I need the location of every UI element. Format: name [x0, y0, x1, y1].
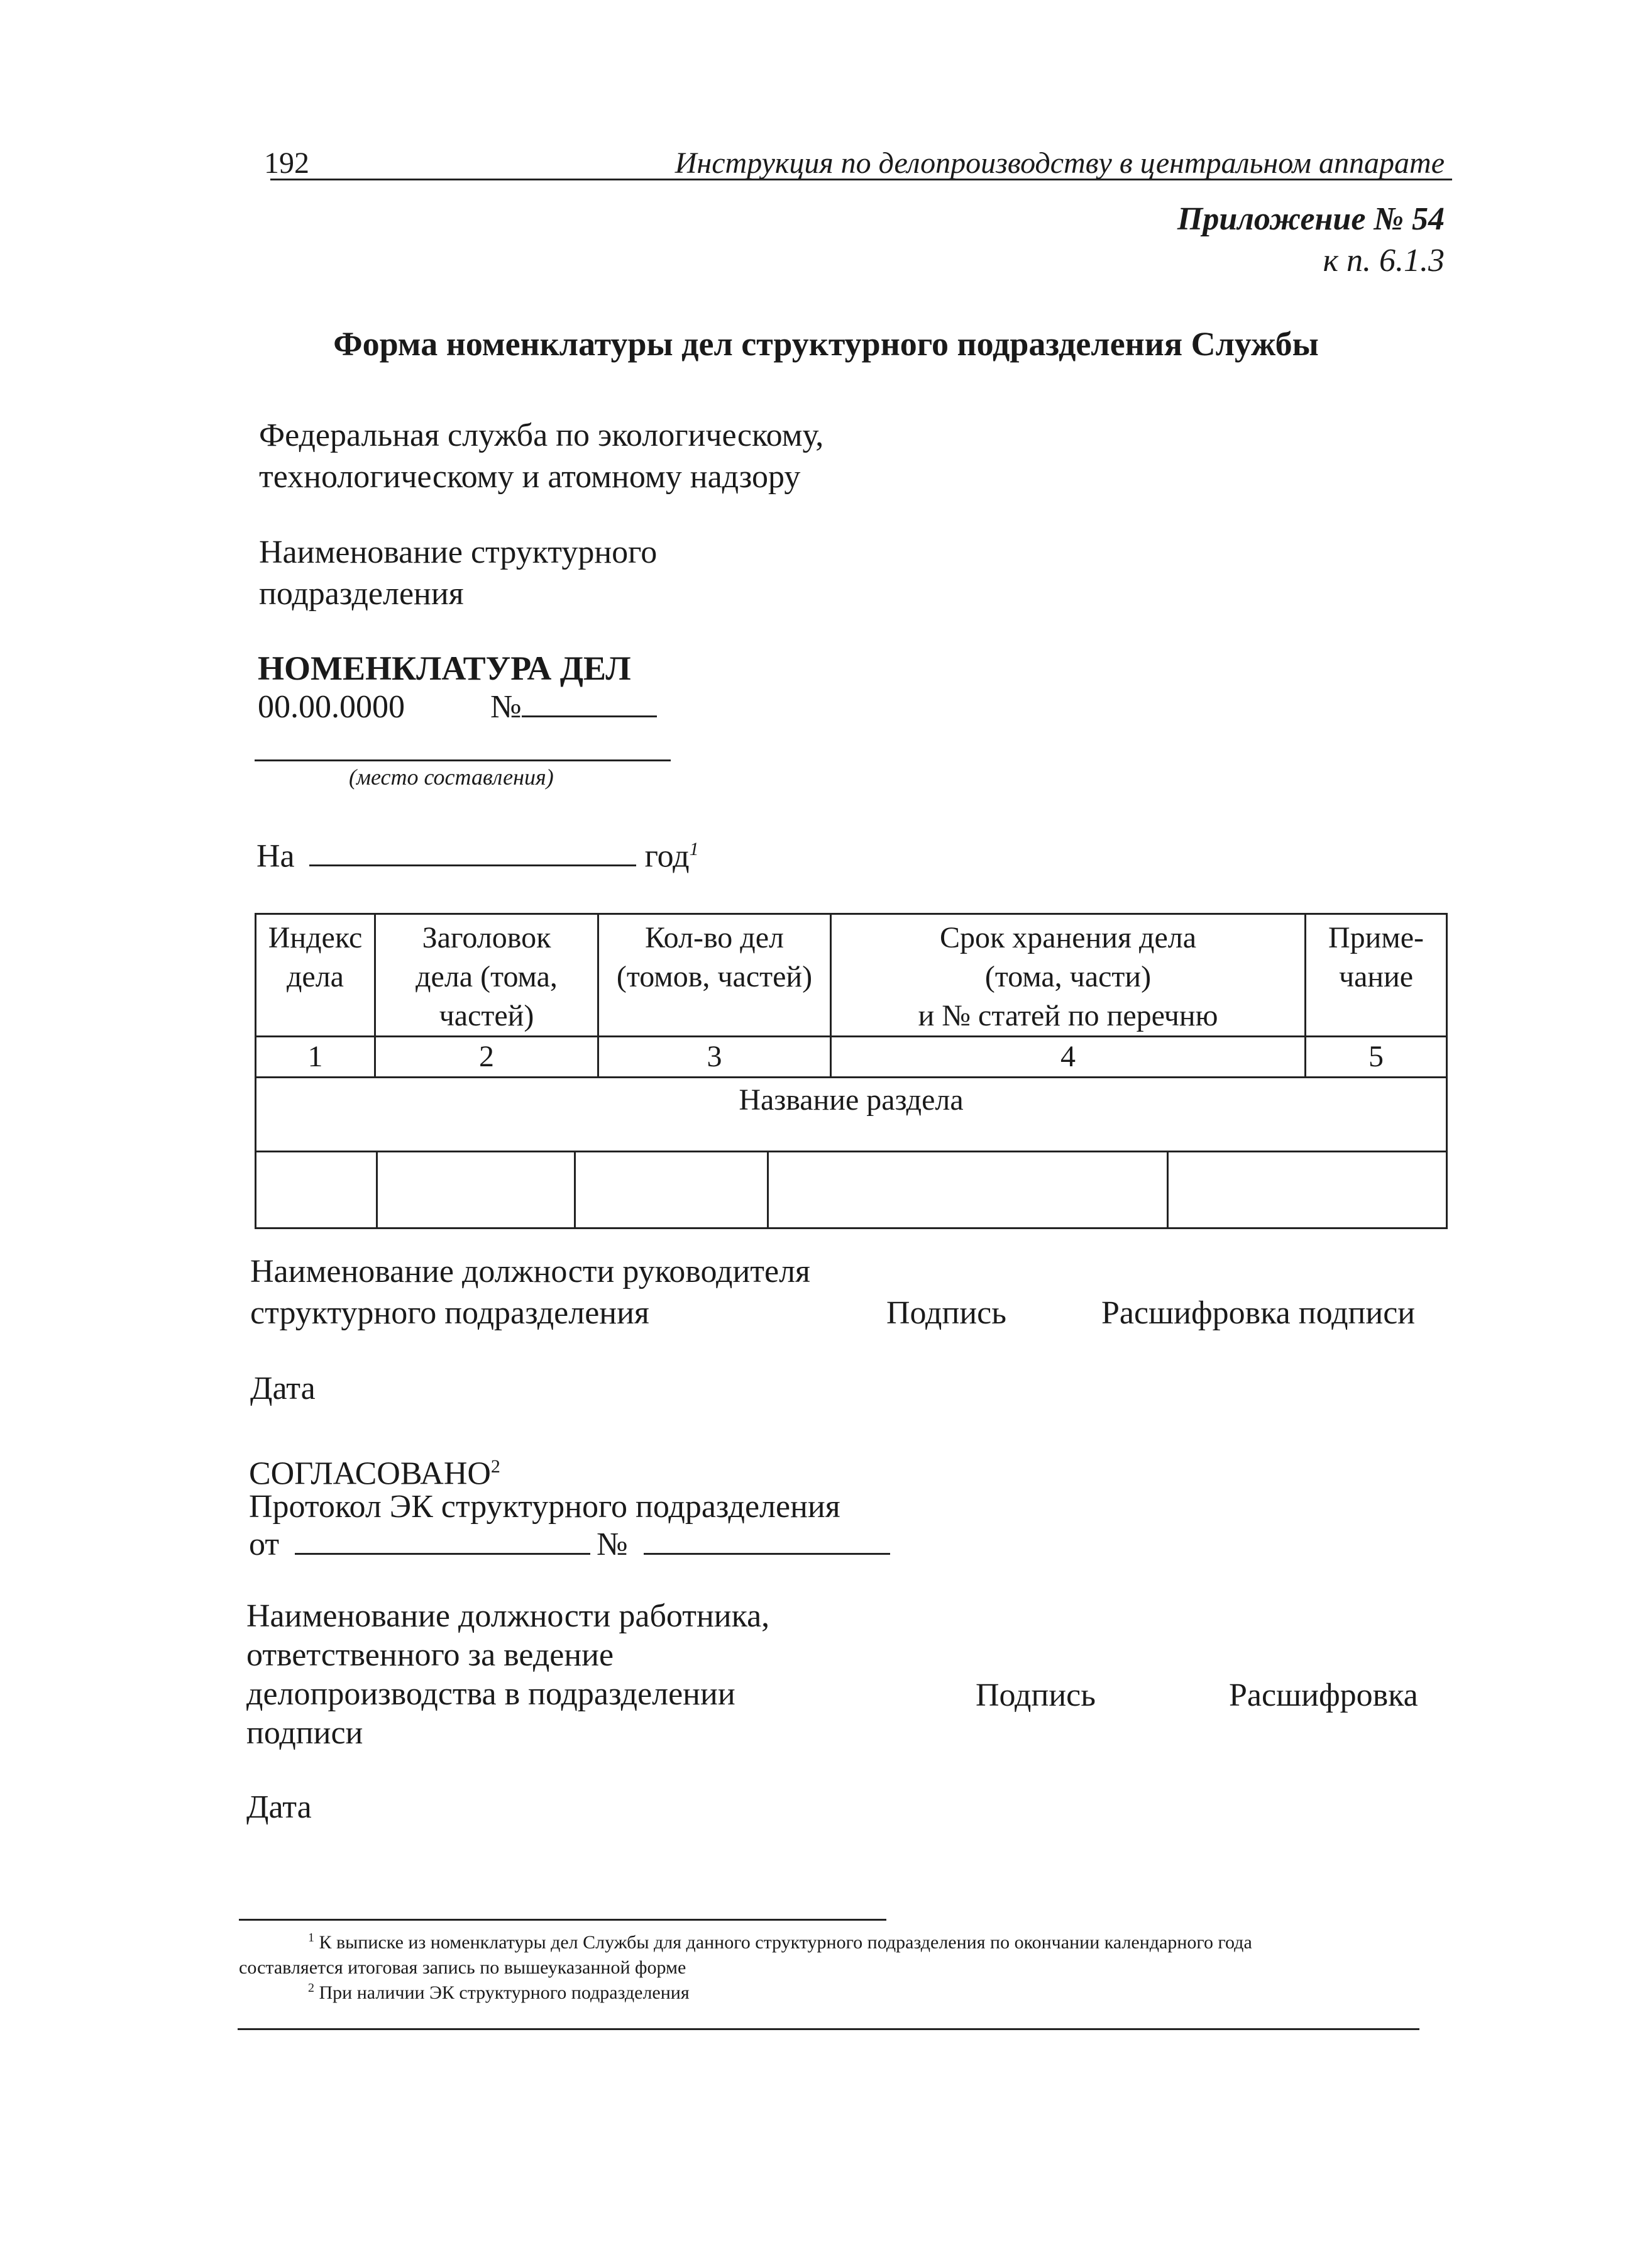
footnote-1-mark: 1	[308, 1931, 314, 1945]
empty-row-cells	[256, 1152, 1447, 1228]
table-section-row	[256, 1078, 1447, 1152]
nomenclature-date-line	[258, 687, 657, 728]
approval-number-blank	[644, 1524, 890, 1555]
nomenclature-heading: НОМЕНКЛАТУРА ДЕЛ	[258, 649, 631, 687]
document-title: Форма номенклатуры дел структурного подразделения Службы	[333, 325, 1319, 363]
col-number-5: 5	[1306, 1037, 1447, 1078]
unit-line-2: подразделения	[259, 576, 464, 612]
footnote-ref-1: 1	[689, 839, 699, 859]
place-caption: (место составления)	[349, 765, 554, 790]
clerk-position-line-3: делопроизводства в подразделении	[246, 1676, 735, 1712]
approval-protocol: Протокол ЭК структурного подразделения	[249, 1489, 840, 1525]
footnote-rule	[239, 1919, 886, 1921]
col-number-1: 1	[256, 1037, 375, 1078]
footnote-1	[239, 1925, 1458, 1980]
header-retention	[831, 914, 1306, 1037]
year-prefix: На	[256, 838, 295, 875]
header-count-line-1: Кол-во дел	[645, 921, 784, 954]
clerk-position	[246, 1597, 769, 1753]
header-retention-line-3: и № статей по перечню	[918, 999, 1218, 1032]
page-number: 192	[264, 146, 309, 180]
org-name	[259, 415, 823, 498]
year-suffix: год	[644, 838, 690, 875]
header-count-line-2: (томов, частей)	[616, 960, 813, 993]
approval-from-label: от	[249, 1527, 280, 1562]
year-blank	[309, 836, 636, 866]
header-retention-line-1: Срок хранения дела	[939, 921, 1197, 954]
approval-date-blank	[295, 1524, 590, 1555]
header-index-line-2: дела	[287, 960, 344, 993]
footnote-1-line-1	[239, 1925, 1458, 1955]
footnote-2-text: При наличии ЭК структурного подразделения	[319, 1982, 690, 2003]
col-number-3: 3	[598, 1037, 831, 1078]
nomenclature-number-blank	[522, 687, 657, 717]
clerk-signature-label: Подпись	[976, 1677, 1096, 1713]
nomenclature-table	[255, 913, 1448, 1229]
clerk-position-line-4: подписи	[246, 1715, 363, 1751]
footnote-2-mark: 2	[308, 1981, 314, 1995]
table-empty-row	[256, 1152, 1447, 1228]
header-count	[598, 914, 831, 1037]
approval-heading-text: СОГЛАСОВАНО	[249, 1455, 491, 1492]
header-title	[375, 914, 598, 1037]
clerk-position-line-1: Наименование должности работника,	[246, 1598, 770, 1634]
col-number-4: 4	[831, 1037, 1306, 1078]
nomenclature-number-label: №	[490, 689, 522, 725]
table-header-row	[256, 914, 1447, 1037]
header-note	[1306, 914, 1447, 1037]
head-position	[250, 1251, 810, 1334]
clerk-position-line-2: ответственного за ведение	[246, 1637, 614, 1673]
header-retention-line-2: (тома, части)	[984, 960, 1152, 993]
appendix-label: Приложение № 54	[1177, 201, 1445, 237]
head-signature-decoding: Расшифровка подписи	[1101, 1295, 1416, 1331]
head-position-line-2: структурного подразделения	[250, 1295, 649, 1331]
approval-from-line	[249, 1524, 890, 1565]
running-title: Инструкция по делопроизводству в центральном аппарате	[675, 146, 1445, 180]
footnote-2	[308, 1975, 690, 2006]
header-rule	[270, 179, 1452, 180]
header-title-line-2: дела (тома,	[416, 960, 558, 993]
empty-cell-divider-4	[1167, 1152, 1169, 1227]
unit-line-1: Наименование структурного	[259, 534, 658, 570]
unit-name	[259, 532, 657, 615]
clerk-signature-decoding: Расшифровка	[1229, 1677, 1418, 1713]
header-note-line-2: чание	[1338, 960, 1414, 993]
table-number-row	[256, 1037, 1447, 1078]
empty-cell-divider-3	[767, 1152, 769, 1227]
section-title: Название раздела	[256, 1078, 1447, 1152]
head-date-label: Дата	[250, 1371, 316, 1406]
header-index	[256, 914, 375, 1037]
header-title-line-1: Заголовок	[422, 921, 551, 954]
approval-number-label: №	[597, 1527, 628, 1562]
footnote-ref-2: 2	[490, 1456, 500, 1477]
empty-cell-divider-2	[574, 1152, 576, 1227]
header-note-line-1: Приме-	[1328, 921, 1424, 954]
header-title-line-3: частей)	[439, 999, 534, 1032]
nomenclature-date: 00.00.0000	[258, 689, 405, 725]
head-position-line-1: Наименование должности руководителя	[250, 1254, 810, 1289]
year-line	[256, 829, 699, 877]
footnote-1-text: К выписке из номенклатуры дел Службы для данного структурного подразделения по окончании календарного года	[319, 1932, 1252, 1953]
header-index-line-1: Индекс	[268, 921, 363, 954]
empty-cell-divider-1	[376, 1152, 378, 1227]
head-signature-label: Подпись	[886, 1295, 1006, 1331]
bottom-rule	[238, 2028, 1419, 2030]
org-line-2: технологическому и атомному надзору	[259, 459, 801, 495]
org-line-1: Федеральная служба по экологическому,	[259, 417, 824, 453]
place-blank	[255, 759, 671, 761]
footnote-1-line-2: составляется итоговая запись по вышеуказанной форме	[239, 1957, 686, 1978]
appendix-ref: к п. 6.1.3	[1323, 243, 1445, 279]
col-number-2: 2	[375, 1037, 598, 1078]
clerk-date-label: Дата	[246, 1789, 312, 1825]
